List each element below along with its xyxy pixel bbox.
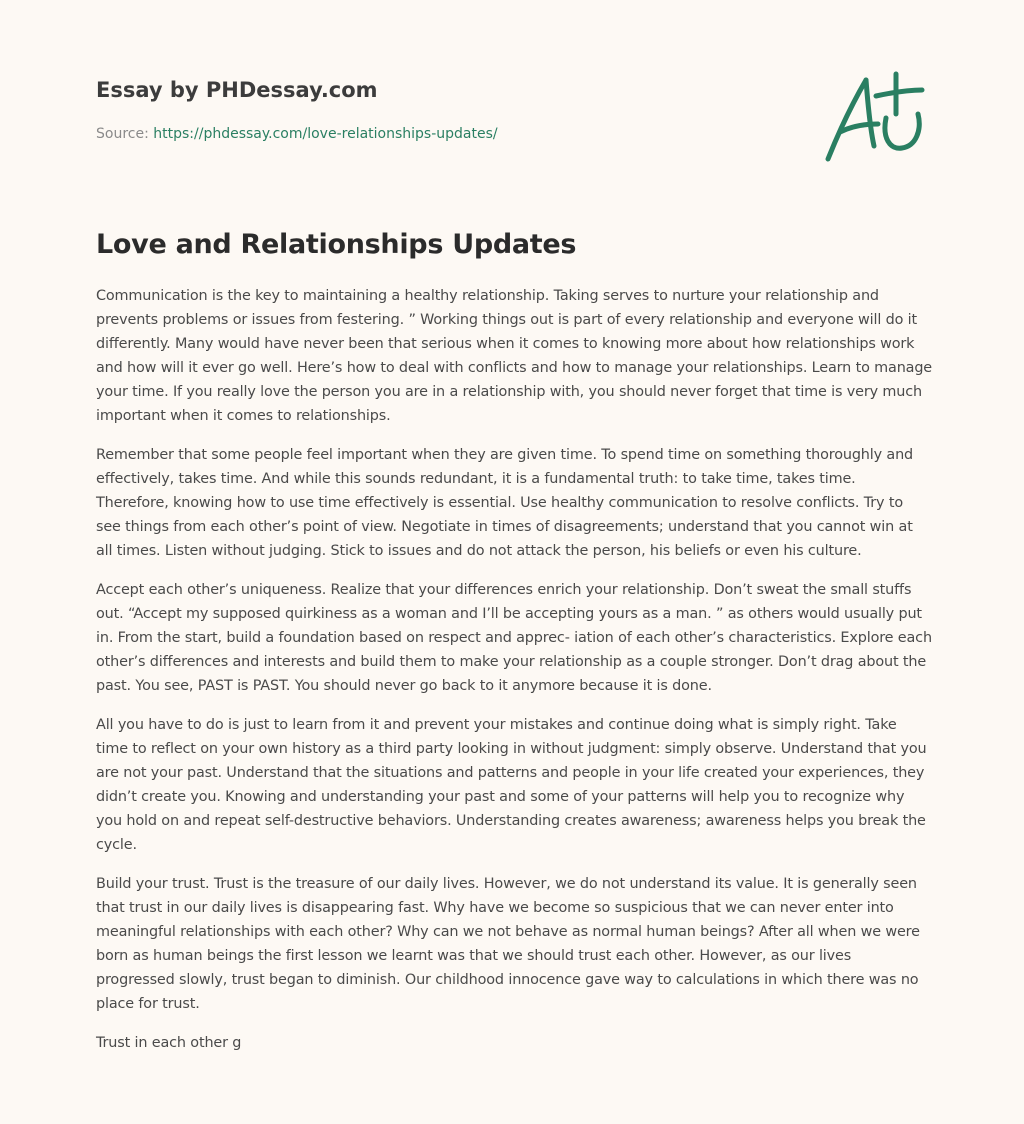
source-line [96, 124, 796, 144]
essay-paragraph: Communication is the key to maintaining a healthy relationship. Taking serves to nurture your relationship and prevents problems or issues from festering. ” Working things out is part of every relationship and everyone will do it differently. Many would have never been that serious when it comes to knowing more about how relationships work and how will it ever go well. Here’s how to deal with conflicts and how to manage your relationships. Learn to manage your time. If you really love the person you are in a relationship with, you should never forget that time is very much important when it comes to relationships. [96, 288, 933, 424]
a-plus-logo [816, 66, 932, 168]
source-link[interactable]: https://phdessay.com/love-relationships-updates/ [153, 126, 498, 142]
essay-paragraph: Build your trust. Trust is the treasure of our daily lives. However, we do not understand its value. It is generally seen that trust in our daily lives is disappearing fast. Why have we become so suspicious that we can never enter into meaningful relationships with each other? Why can we not behave as normal human beings? After all when we were born as human beings the first lesson we learnt was that we should trust each other. However, as our lives progressed slowly, trust began to diminish. Our childhood innocence gave way to calculations in which there was no place for trust. [96, 876, 920, 1012]
essay-title: Love and Relationships Updates [96, 229, 577, 260]
essay-paragraph: Remember that some people feel important when they are given time. To spend time on something thoroughly and effectively, takes time. And while this sounds redundant, it is a fundamental truth: to take time, takes time. Therefore, knowing how to use time effectively is essential. Use healthy communication to resolve conflicts. Try to see things from each other’s point of view. Negotiate in times of disagreements; understand that you cannot win at all times. Listen without judging. Stick to issues and do not attack the person, his beliefs or even his culture. [96, 447, 914, 559]
site-title: Essay by PHDessay.com [96, 78, 378, 102]
source-label: Source: [96, 126, 149, 142]
page-header [96, 76, 796, 144]
essay-paragraph: Accept each other’s uniqueness. Realize that your differences enrich your relationship. Don’t sweat the small stuffs out. “Accept my supposed quirkiness as a woman and I’ll be accepting yours as a man. ” as others would usually put in. From the start, build a foundation based on respect and apprec- iation of each other’s characteristics. Explore each other’s differences and interests and build them to make your relationship as a couple stronger. Don’t drag about the past. You see, PAST is PAST. You should never go back to it anymore because it is done. [96, 582, 932, 694]
essay-paragraph: Trust in each other g [96, 1035, 242, 1051]
essay-body [96, 284, 932, 1070]
essay-paragraph: All you have to do is just to learn from it and prevent your mistakes and continue doing what is simply right. Take time to reflect on your own history as a third party looking in without judgment: simply observe. Understand that you are not your past. Understand that the situations and patterns and people in your life created your experiences, they didn’t create you. Knowing and understanding your past and some of your patterns will help you to recognize why you hold on and repeat self-destructive behaviors. Understanding creates awareness; awareness helps you break the cycle. [96, 717, 927, 853]
